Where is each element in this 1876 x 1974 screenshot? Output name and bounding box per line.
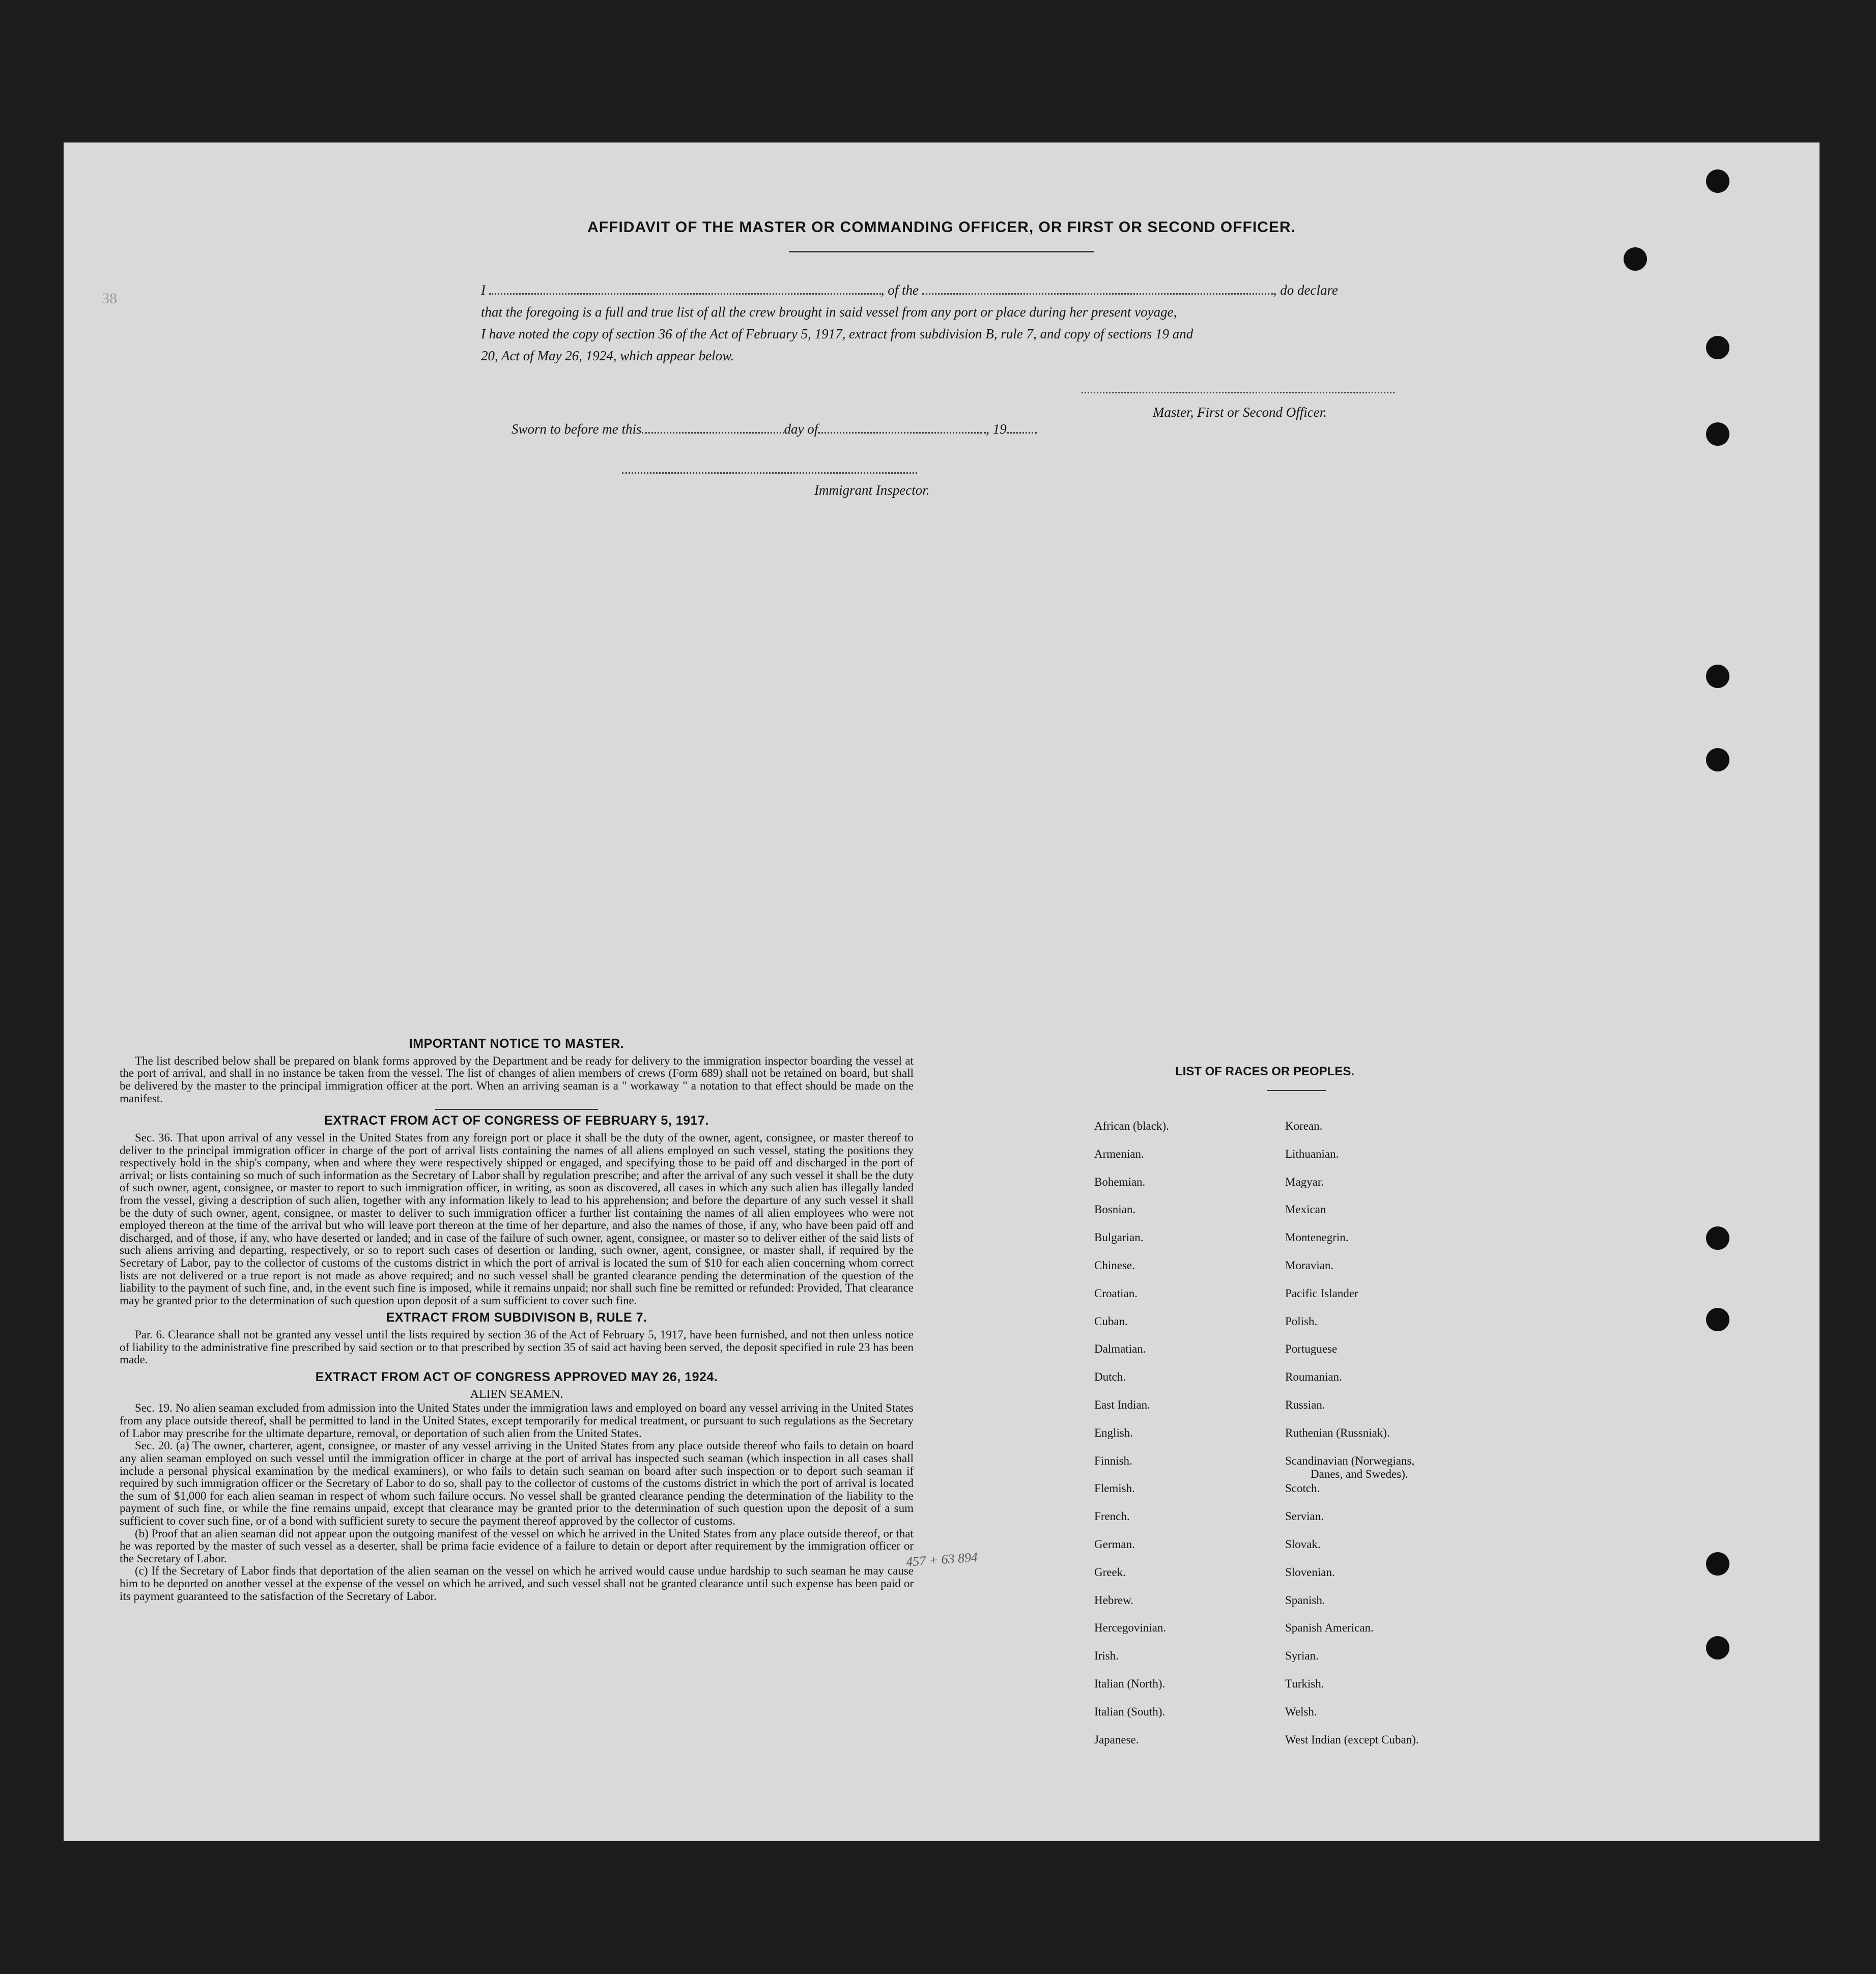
sworn-label: Sworn to before me this <box>511 421 642 437</box>
affidavit-line-3: I have noted the copy of section 36 of the Act of February 5, 1917, extract from subdivision B, rule 7, and copy of sections 19 and <box>481 326 1193 341</box>
punch-hole <box>1706 1226 1729 1250</box>
sec19-text: Sec. 19. No alien seaman excluded from admission into the United States under the immigration laws and employed on board any vessel arriving in the United States from any place outside thereof, shall be permitted to land in the United States, except temporarily for medical treatment, or pursuant to such regulations as the Secretary of Labor may prescribe for the ultimate departure, removal, or deportation of such alien from the United States. <box>120 1401 914 1440</box>
race-item: Irish. <box>1094 1649 1119 1663</box>
inspector-signature-line[interactable] <box>622 472 917 474</box>
punch-hole <box>1706 1308 1729 1331</box>
extract3-subtitle: ALIEN SEAMEN. <box>470 1387 563 1401</box>
race-item: Hebrew. <box>1094 1593 1134 1607</box>
punch-hole <box>1706 748 1729 771</box>
race-item: Hercegovinian. <box>1094 1621 1167 1635</box>
document-page <box>64 142 1820 1841</box>
extract3-title: EXTRACT FROM ACT OF CONGRESS APPROVED MAY 26, 1924. <box>315 1370 718 1385</box>
race-item: Flemish. <box>1094 1482 1135 1495</box>
race-item: Welsh. <box>1285 1705 1317 1718</box>
race-item: Bosnian. <box>1094 1203 1136 1216</box>
race-item: Ruthenian (Russniak). <box>1285 1426 1390 1439</box>
i-label: I <box>481 282 486 298</box>
race-item: Magyar. <box>1285 1175 1324 1188</box>
signature-line[interactable] <box>1082 392 1395 393</box>
race-item: Chinese. <box>1094 1259 1135 1272</box>
punch-hole <box>1706 422 1729 446</box>
race-item: Cuban. <box>1094 1314 1128 1328</box>
race-item: Slovak. <box>1285 1538 1321 1551</box>
race-item: Scandinavian (Norwegians, <box>1285 1454 1415 1467</box>
punch-hole <box>1706 1636 1729 1660</box>
sec20b-text: (b) Proof that an alien seaman did not appear upon the outgoing manifest of the vessel on which he arrived in the United States from any place outside thereof, or that he was reported by the master of such vessel as a deserter, shall be prima facie evidence of a failure to detain or deport after requirement by the immigration officer or the Secretary of Labor. <box>120 1527 914 1565</box>
race-item: Armenian. <box>1094 1147 1144 1160</box>
race-item: French. <box>1094 1510 1130 1523</box>
extract1-title: EXTRACT FROM ACT OF CONGRESS OF FEBRUARY 5, 1917. <box>324 1113 709 1128</box>
race-item: East Indian. <box>1094 1398 1150 1411</box>
race-item: Dalmatian. <box>1094 1342 1146 1356</box>
sworn-month-blank[interactable] <box>818 427 986 434</box>
race-item: Finnish. <box>1094 1454 1132 1467</box>
race-item: Italian (South). <box>1094 1705 1166 1718</box>
sec20c-text: (c) If the Secretary of Labor finds that deportation of the alien seaman on the vessel on which he arrived would cause undue hardship to such seaman he may cause him to be deported on another vessel at the expense of the vessel on which he arrived, and such vessel shall not be granted clearance until such expense has been paid or its payment guaranteed to the satisfaction of the Secretary of Labor. <box>120 1564 914 1603</box>
race-item: Scotch. <box>1285 1482 1320 1495</box>
race-item: Croatian. <box>1094 1286 1138 1300</box>
affidavit-title: AFFIDAVIT OF THE MASTER OR COMMANDING OFFICER, OR FIRST OR SECOND OFFICER. <box>587 219 1296 236</box>
race-item-continuation: Danes, and Swedes). <box>1311 1467 1408 1480</box>
do-declare-label: , do declare <box>1273 282 1338 298</box>
race-item: Montenegrin. <box>1285 1231 1349 1244</box>
punch-hole <box>1624 247 1647 271</box>
race-item: Spanish American. <box>1285 1621 1374 1635</box>
race-item: Japanese. <box>1094 1733 1139 1746</box>
race-item: Greek. <box>1094 1565 1126 1579</box>
affidavit-line-4: 20, Act of May 26, 1924, which appear below. <box>481 348 734 363</box>
affidavit-line-2: that the foregoing is a full and true list of all the crew brought in said vessel from any port or place during her present voyage, <box>481 304 1177 320</box>
race-item: Portuguese <box>1285 1342 1338 1356</box>
race-item: Syrian. <box>1285 1649 1319 1663</box>
punch-hole <box>1706 169 1729 193</box>
race-item: Dutch. <box>1094 1370 1126 1384</box>
affidavit-line-1 <box>481 282 1338 298</box>
race-item: Turkish. <box>1285 1677 1324 1690</box>
race-item: Korean. <box>1285 1120 1323 1132</box>
race-item: Spanish. <box>1285 1593 1325 1607</box>
race-item: Moravian. <box>1285 1259 1334 1272</box>
race-item: Lithuanian. <box>1285 1147 1339 1160</box>
extract2-title: EXTRACT FROM SUBDIVISON B, RULE 7. <box>386 1310 647 1325</box>
punch-hole <box>1706 336 1729 359</box>
day-of-label: day of <box>784 421 818 437</box>
race-item: West Indian (except Cuban). <box>1285 1733 1419 1746</box>
races-divider <box>1267 1090 1326 1091</box>
name-blank[interactable] <box>489 288 881 295</box>
year-blank[interactable] <box>1007 427 1037 434</box>
race-item: Mexican <box>1285 1203 1326 1216</box>
races-title: LIST OF RACES OR PEOPLES. <box>1175 1065 1355 1078</box>
extract2-text: Par. 6. Clearance shall not be granted any vessel until the lists required by section 36 of the Act of February 5, 1917, have been furnished, and not then unless notice of liability to the administrative fine prescribed by said section or to that prescribed by section 35 of said act having been served, the deposit specified in rule 23 has been made. <box>120 1328 914 1366</box>
sec20a-text: Sec. 20. (a) The owner, charterer, agent, consignee, or master of any vessel arriving in the United States from any place outside thereof who fails to detain on board any alien seaman employed on such vessel until the immigration officer in charge at the port of arrival has inspected such seaman (which inspection in all cases shall include a personal physical examination by the medical examiners), or who fails to detain such seaman on board after such inspection or to deport such seaman if required by such immigration officer or the Secretary of Labor to do so, shall pay to the collector of customs of the customs district in which the port of arrival is located the sum of $1,000 for each alien seaman in respect of whom such failure occurs. No vessel shall be granted clearance pending the determination of the liability to the payment of such fine, or while the fine remains unpaid, except that clearance may be granted prior to the determination of such question upon the deposit of a sum sufficient to cover such fine, or of a bond with sufficient surety to secure the payment thereof approved by the collector of customs. <box>120 1439 914 1527</box>
signature-label: Master, First or Second Officer. <box>1153 405 1327 420</box>
margin-note: 38 <box>102 290 117 307</box>
race-item: Roumanian. <box>1285 1370 1342 1384</box>
race-item: Russian. <box>1285 1398 1325 1411</box>
race-item: Bulgarian. <box>1094 1231 1144 1244</box>
race-item: Servian. <box>1285 1510 1324 1523</box>
race-item: Italian (North). <box>1094 1677 1166 1690</box>
race-item: African (black). <box>1094 1120 1169 1132</box>
notice-section <box>120 1033 914 1603</box>
sworn-day-blank[interactable] <box>642 427 784 434</box>
vessel-blank[interactable] <box>922 288 1273 295</box>
notice-text: The list described below shall be prepared on blank forms approved by the Department and be ready for delivery to the immigration inspector boarding the vessel at the port of arrival, and shall in no instance be taken from the vessel. The list of changes of alien members of crews (Form 689) shall not be retained on board, but shall be delivered by the master to the principal immigration officer at the port. When an arriving seaman is a " workaway " a notation to that effect should be made on the manifest. <box>120 1054 914 1105</box>
race-item: English. <box>1094 1426 1133 1439</box>
of-the-label: , of the <box>880 282 919 298</box>
year-label: , 19 <box>986 421 1007 437</box>
race-item: German. <box>1094 1538 1135 1551</box>
punch-hole <box>1706 665 1729 688</box>
notice-title: IMPORTANT NOTICE TO MASTER. <box>409 1037 624 1051</box>
notice-divider <box>435 1109 598 1110</box>
sworn-line <box>511 421 1037 437</box>
race-item: Bohemian. <box>1094 1175 1146 1188</box>
title-underline <box>789 251 1094 252</box>
race-item: Pacific Islander <box>1285 1286 1358 1300</box>
inspector-label: Immigrant Inspector. <box>814 482 930 498</box>
race-item: Slovenian. <box>1285 1565 1335 1579</box>
punch-hole <box>1706 1552 1729 1576</box>
extract1-text: Sec. 36. That upon arrival of any vessel in the United States from any foreign port or place it shall be the duty of the owner, agent, consignee, or master thereof to deliver to the principal immigration officer in charge of the port of arrival lists containing the names of all aliens employed on such vessel, stating the positions they respectively hold in the ship's company, when and where they were respectively shipped or engaged, and specifying those to be paid off and discharged in the port of arrival; or lists containing so much of such information as the Secretary of Labor shall by regulation prescribe; and after the arrival of any such vessel it shall be the duty of such owner, agent, consignee, or master to report to such immigration officer, in writing, as soon as discovered, all cases in which any such alien has illegally landed from the vessel, giving a description of such alien, together with any information likely to lead to his apprehension; and before the departure of any such vessel it shall be the duty of such owner, agent, consignee, or master to deliver to such immigration officer a further list containing the names of all alien employees who were not employed thereon at the time of the arrival but who will leave port thereon at the time of her departure, and also the names of those, if any, who have been paid off and discharged, and of those, if any, who have deserted or landed; and in case of the failure of such owner, agent, consignee, or master so to deliver either of the said lists of such aliens arriving and departing, respectively, or so to report such cases of desertion or landing, such owner, agent, consignee, or master shall, if required by the Secretary of Labor, pay to the collector of customs of the customs district in which the port of arrival is located the sum of $10 for each alien concerning whom correct lists are not delivered or a true report is not made as above required; and no such vessel shall be granted clearance pending the determination of the question of the liability to the payment of such fine, and, in the event such fine is imposed, while it remains unpaid; nor shall such fine be remitted or refunded: Provided, That clearance may be granted prior to the determination of such question upon deposit of a sum sufficient to cover such fine. <box>120 1131 914 1307</box>
race-item: Polish. <box>1285 1314 1318 1328</box>
handwritten-note: 457 + 63 894 <box>905 1550 978 1569</box>
